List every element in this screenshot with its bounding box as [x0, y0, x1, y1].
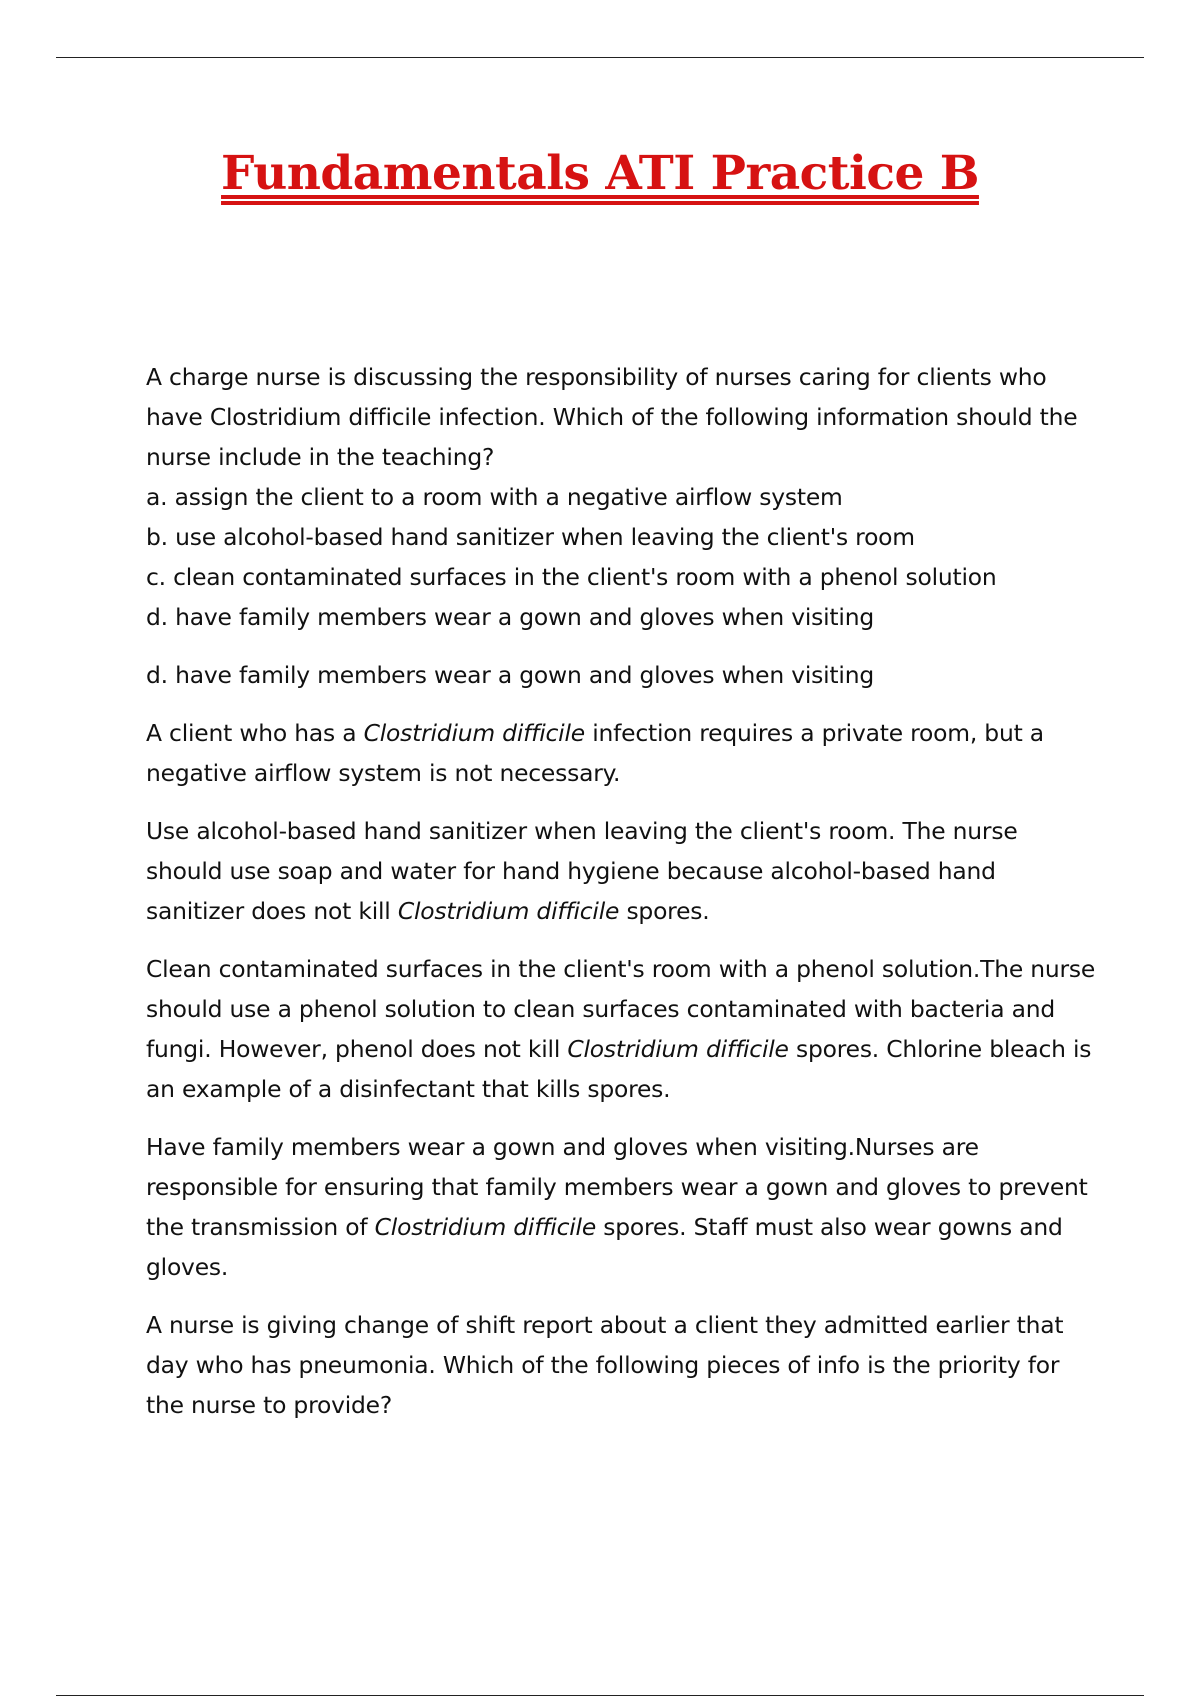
question-1-option-a: a. assign the client to a room with a negative airflow system [146, 483, 843, 511]
question-2-stem: A nurse is giving change of shift report about a client they admitted earlier that day who has pneumonia. Which of the following pieces of info is the priority for the nurse to provide? [146, 1311, 1064, 1419]
rationale-d-text-2: spores. Staff must also wear gowns and gloves. [146, 1213, 1063, 1281]
organism-name: Clostridium difficile [363, 719, 585, 747]
top-rule [56, 57, 1144, 58]
rationale-c-text-2: spores. Chlorine bleach is an example of a disinfectant that kills spores. [146, 1035, 1092, 1103]
question-1-answer: d. have family members wear a gown and gloves when visiting [146, 661, 874, 689]
bottom-rule [56, 1695, 1144, 1696]
document-title: Fundamentals ATI Practice B [221, 146, 979, 201]
rationale-a-text-1: A client who has a [146, 719, 364, 747]
rationale-d-text-1: Have family members wear a gown and gloves when visiting.Nurses are responsible for ensuring that family members wear a gown and gloves to prevent the transmission of [146, 1133, 1088, 1241]
rationale-c-text-1: Clean contaminated surfaces in the client's room with a phenol solution.The nurse should use a phenol solution to clean surfaces contaminated with bacteria and fungi. However, phenol does not kill [146, 955, 1096, 1063]
document-body [146, 357, 1096, 1425]
organism-name: Clostridium difficile [397, 897, 620, 925]
question-1-option-c: c. clean contaminated surfaces in the client's room with a phenol solution [146, 563, 997, 591]
organism-name: Clostridium difficile [374, 1213, 597, 1241]
rationale-b-text-2: spores. [619, 897, 710, 925]
rationale-b [146, 811, 1096, 931]
question-1-stem: A charge nurse is discussing the responsibility of nurses caring for clients who have Clostridium difficile infection. Which of the following information should the nurse include in the teaching? [146, 363, 1078, 471]
rationale-d [146, 1127, 1096, 1287]
title-container [0, 148, 1200, 200]
rationale-a-text-2: infection requires a private room, but a negative airflow system is not necessary. [146, 719, 1044, 787]
rationale-b-text-1: Use alcohol-based hand sanitizer when leaving the client's room. The nurse should use soap and water for hand hygiene because alcohol-based hand sanitizer does not kill [146, 817, 1018, 925]
rationale-c [146, 949, 1096, 1109]
question-1-option-b: b. use alcohol-based hand sanitizer when leaving the client's room [146, 523, 915, 551]
rationale-a [146, 713, 1096, 793]
organism-name: Clostridium difficile [567, 1035, 789, 1063]
question-1-option-d: d. have family members wear a gown and gloves when visiting [146, 603, 874, 631]
